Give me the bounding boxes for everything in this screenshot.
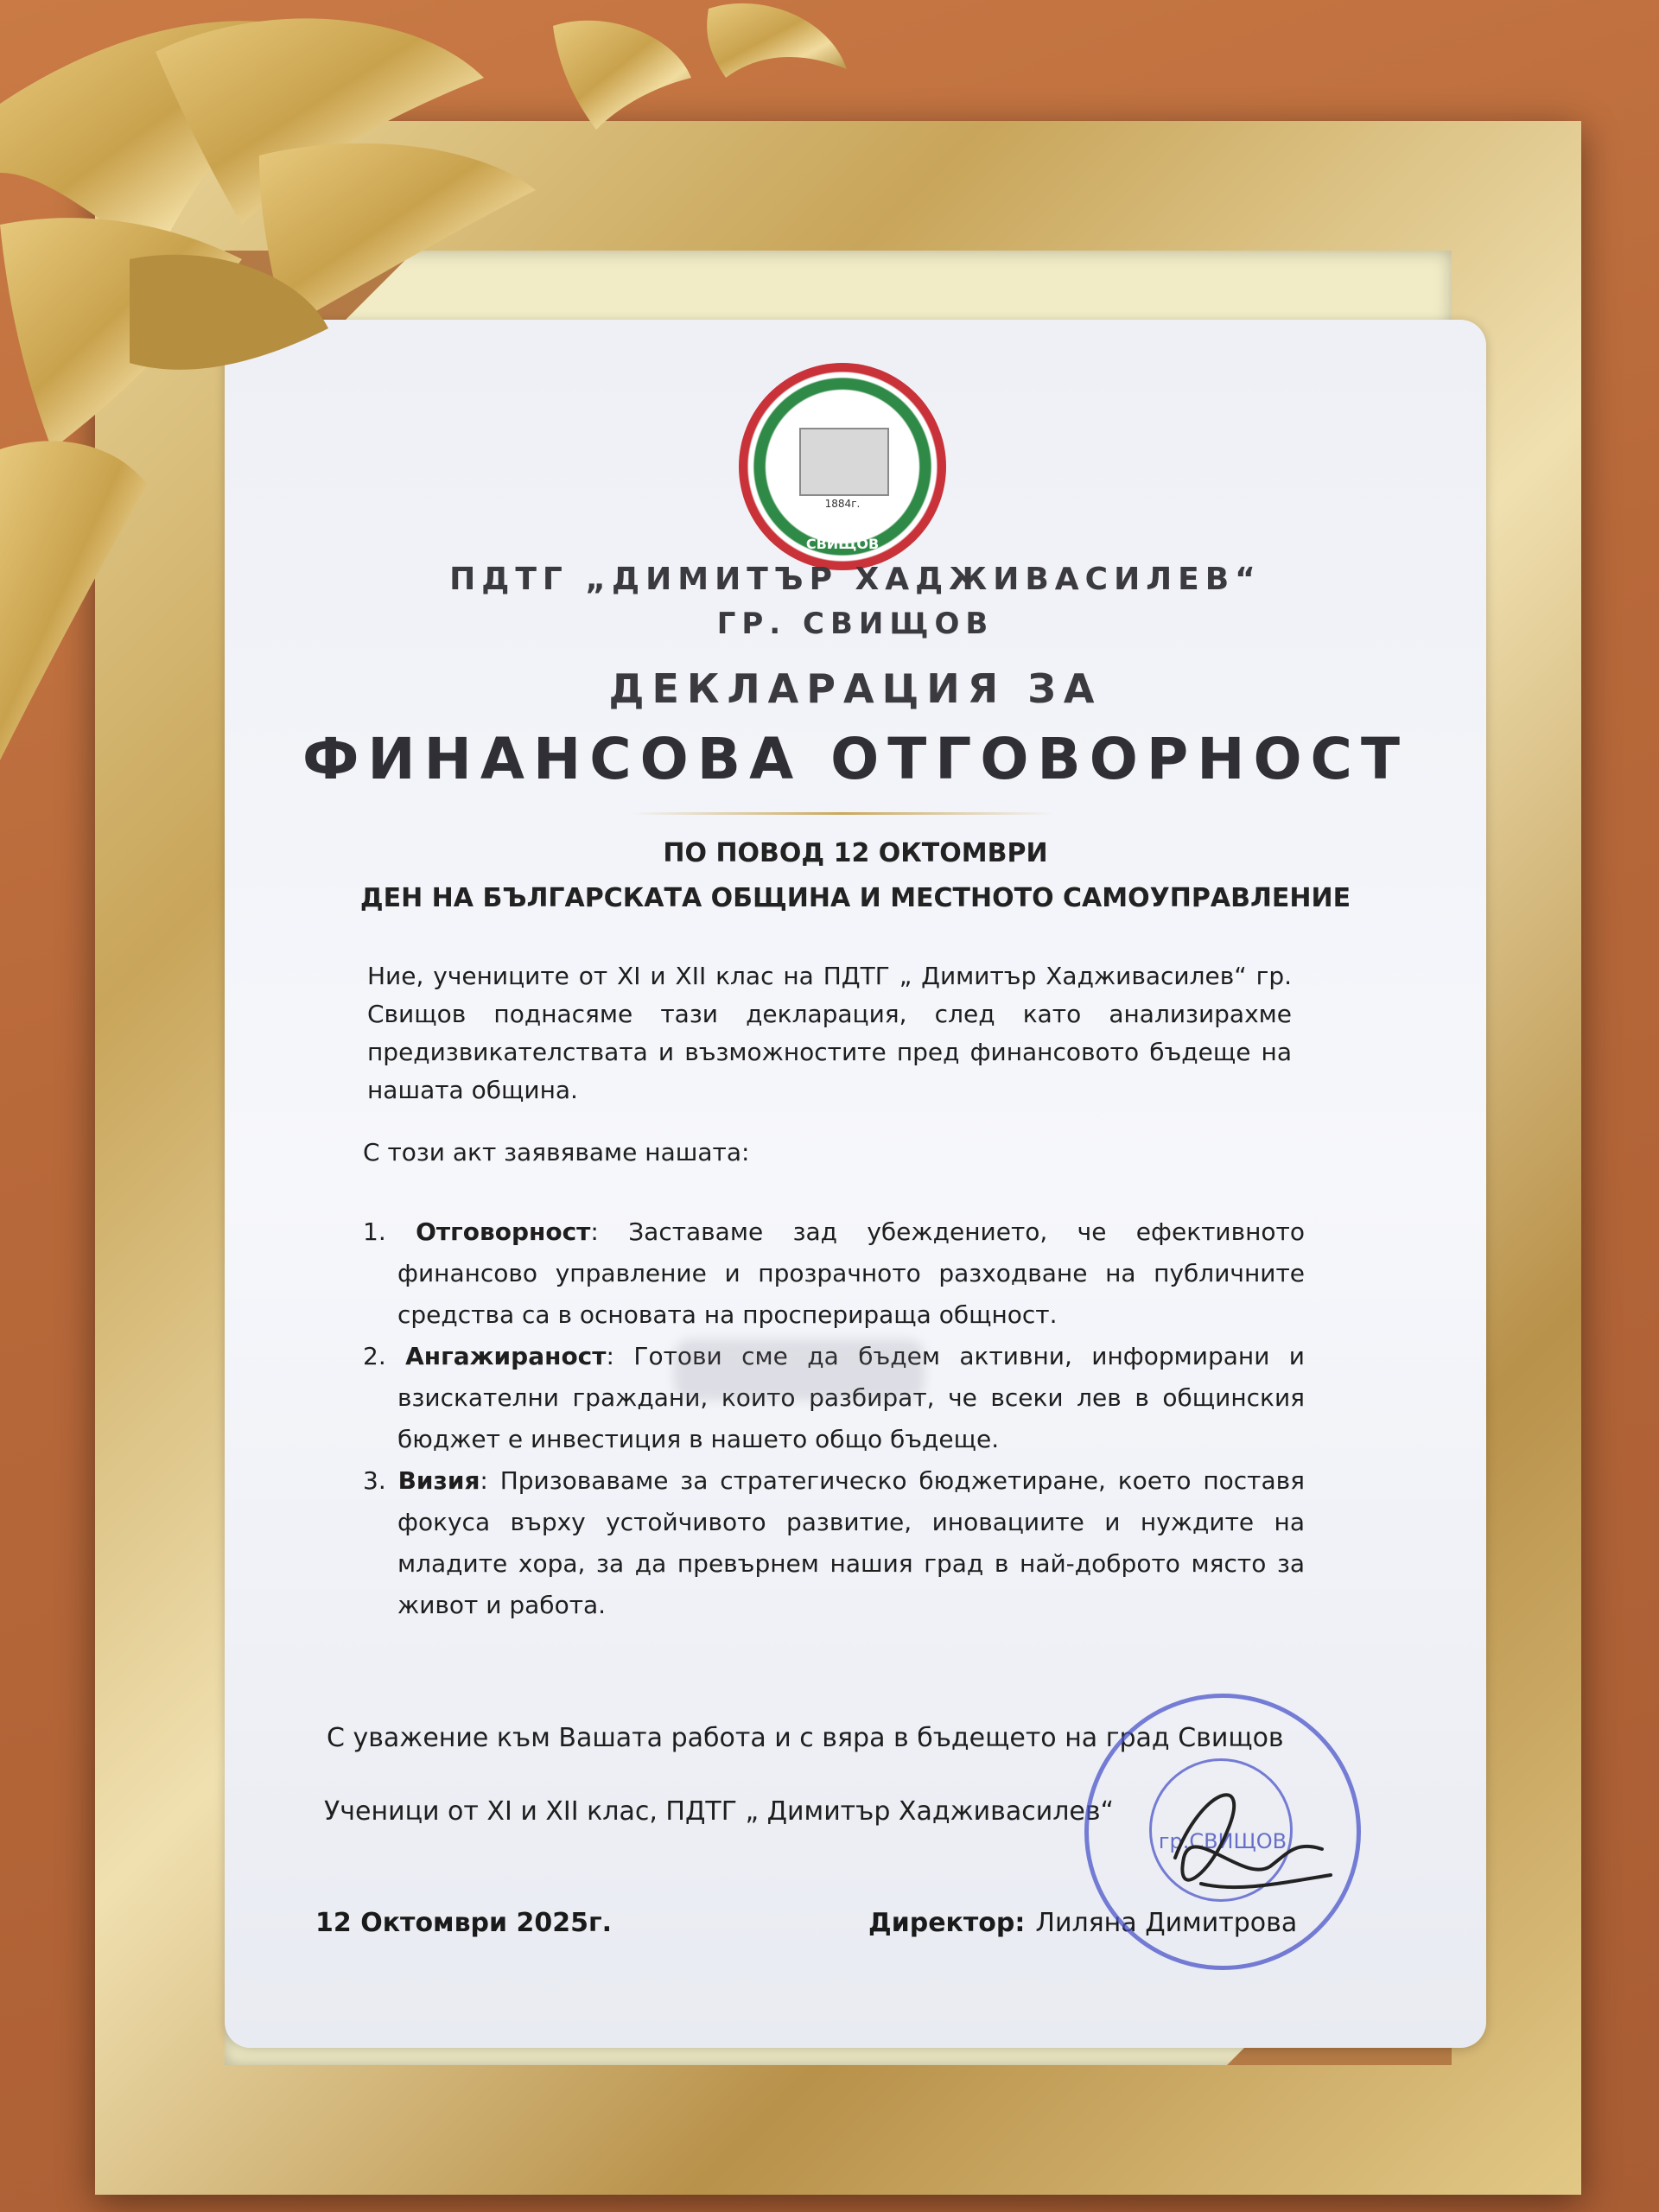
declaration-title: ФИНАНСОВА ОТГОВОРНОСТ [302,726,1409,792]
signature-icon [1123,1754,1348,1927]
list-term: Отговорност [416,1217,591,1246]
declaration-pretitle: ДЕКЛАРАЦИЯ ЗА [608,665,1103,712]
closing-line-2: Ученици от XI и XII клас, ПДТГ „ Димитър Хадживасилев“ [324,1796,1115,1827]
declaration-list [363,1211,1305,1626]
list-number: 3. [363,1466,386,1495]
lead-line: С този акт заявяваме нашата: [363,1138,750,1166]
list-item [363,1460,1305,1626]
director-name: Лиляна Димитрова [1035,1908,1298,1938]
list-item [363,1211,1305,1336]
glass-glare [674,1339,925,1400]
list-text: : Заставаме зад убеждението, че ефективното финансово управление и прозрачното разходване на публичните средства са в основата на просперираща общност. [397,1217,1305,1329]
occasion-line-1: ПО ПОВОД 12 ОКТОМВРИ [663,838,1048,868]
stamp-city: гр.СВИЩОВ [1158,1829,1287,1853]
list-text: : Призоваваме за стратегическо бюджетиране, което поставя фокуса върху устойчивото развитие, иновациите и нуждите на младите хора, за да превърнем нашия град в най-доброто място за живот и работа. [397,1466,1305,1619]
list-number: 2. [363,1342,386,1370]
document-date: 12 Октомври 2025г. [315,1908,613,1938]
closing-line-1: С уважение към Вашата работа и с вяра в бъдещето на град Свищов [327,1723,1284,1753]
logo-city: СВИЩОВ [805,536,880,552]
list-term: Ангажираност [405,1342,607,1370]
gold-ribbon-bow-icon [0,0,864,778]
list-text: : Готови сме да бъдем активни, информирани и взискателни граждани, които разбират, че всеки лев в общинския бюджет е инвестиция в нашето общо бъдеще. [397,1342,1306,1453]
school-city: ГР. СВИЩОВ [716,607,995,641]
title-divider [631,812,1054,815]
occasion-line-2: ДЕН НА БЪЛГАРСКАТА ОБЩИНА И МЕСТНОТО САМОУПРАВЛЕНИЕ [359,883,1351,913]
director-label: Директор: [868,1908,1026,1938]
list-term: Визия [397,1466,480,1495]
list-number: 1. [363,1217,386,1246]
intro-paragraph: Ние, учениците от XI и XII клас на ПДТГ „ Димитър Хадживаcилев“ гр. Свищов поднасяме тази декларация, след като анализирахме предизвикателствата и възможностите пред финансовото бъдеще на нашата община. [367,962,1292,1104]
school-name: ПДТГ „ДИМИТЪР ХАДЖИВАСИЛЕВ“ [449,562,1262,597]
logo-year: 1884г. [824,498,861,510]
